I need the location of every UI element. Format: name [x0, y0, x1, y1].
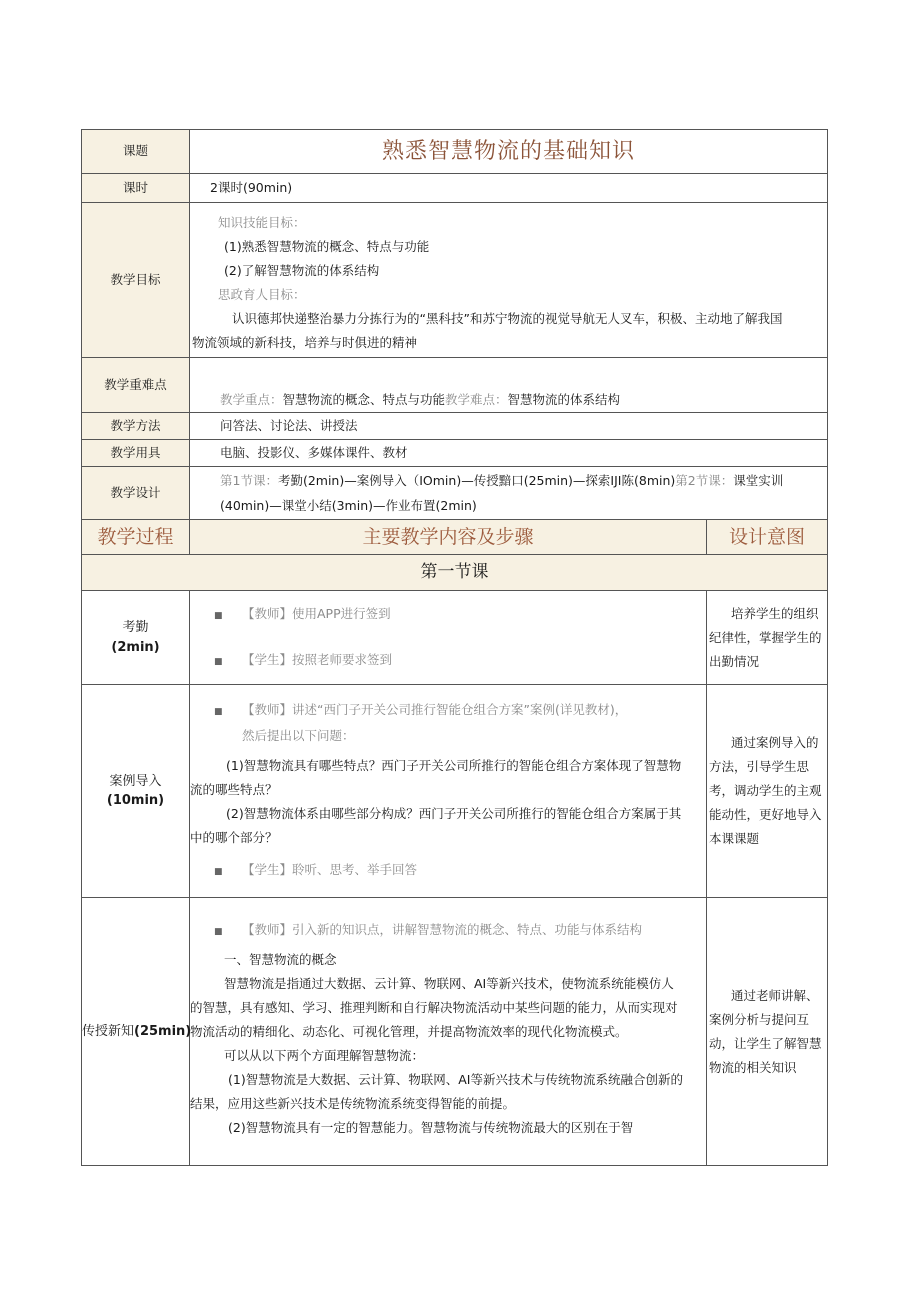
bullet-square-icon: ■ [214, 927, 223, 937]
section-title: 第一节课 [82, 555, 828, 591]
keypoints-label: 教学重难点 [82, 358, 190, 413]
concept-para-1b: 的智慧，具有感知、学习、推理判断和自行解决物流活动中某些问题的能力，从而实现对 [190, 1000, 678, 1015]
topic-row [82, 130, 828, 174]
content-new-knowledge [190, 898, 707, 1166]
stage-time: (25min) [134, 1023, 192, 1039]
list-item [190, 649, 706, 673]
concept-para-3a: (1)智慧物流是大数据、云计算、物联网、AI等新兴技术与传统物流系统融合创新的 [228, 1072, 683, 1087]
method-row [82, 413, 828, 440]
ideology-goal-text-2: 物流领域的新科技，培养与时俱进的精神 [192, 335, 418, 350]
list-item [190, 918, 706, 944]
stage-name: 案例导入 [109, 773, 162, 789]
stage-new-knowledge [82, 898, 190, 1166]
tools-value: 电脑、投影仪、多媒体课件、教材 [190, 440, 828, 467]
bullet-square-icon: ■ [214, 707, 223, 717]
teacher-step-cont: 然后提出以下问题： [242, 728, 355, 743]
hours-value: 2课时(90min) [190, 174, 828, 203]
tools-label: 教学用具 [82, 440, 190, 467]
question-1-a: (1)智慧物流具有哪些特点？西门子开关公司所推行的智能仓组合方案体现了智慧物 [226, 758, 682, 773]
process-col-intent: 设计意图 [707, 520, 828, 555]
knowledge-goal-1: (1)熟悉智慧物流的概念、特点与功能 [224, 239, 430, 254]
key-point-heading: 教学重点： [220, 392, 283, 408]
method-value: 问答法、讨论法、讲授法 [190, 413, 828, 440]
process-row-new-knowledge [82, 898, 828, 1166]
list-item [190, 698, 706, 724]
section-row [82, 555, 828, 591]
goals-content [190, 203, 828, 358]
difficulty-text: 智慧物流的体系结构 [507, 392, 621, 408]
question-2-a: (2)智慧物流体系由哪些部分构成？西门子开关公司所推行的智能仓组合方案属于其 [226, 806, 682, 821]
bullet-square-icon: ■ [214, 867, 223, 877]
goals-row [82, 203, 828, 358]
intent-new-knowledge: 通过老师讲解、案例分析与提问互动，让学生了解智慧物流的相关知识 [707, 898, 828, 1166]
session2-text-b: (40min)—课堂小结(3min)—作业布置(2min) [220, 498, 477, 513]
topic-title: 熟悉智慧物流的基础知识 [190, 130, 828, 174]
lesson-plan-document [81, 129, 827, 1166]
keypoints-content [190, 358, 828, 413]
tools-row [82, 440, 828, 467]
concept-para-1c: 物流活动的精细化、动态化、可视化管理，并提高物流效率的现代化物流模式。 [190, 1024, 628, 1039]
process-col-content: 主要教学内容及步骤 [190, 520, 707, 555]
content-attendance [190, 591, 707, 685]
process-header-row [82, 520, 828, 555]
stage-name: 考勤 [122, 620, 149, 635]
intent-case-intro: 通过案例导入的方法，引导学生思考，调动学生的主观能动性，更好地导入本课课题 [707, 685, 828, 898]
student-step: 【学生】聆听、思考、举手回答 [242, 862, 418, 877]
topic-label: 课题 [82, 130, 190, 174]
goals-label: 教学目标 [82, 203, 190, 358]
intent-attendance: 培养学生的组织纪律性，掌握学生的出勤情况 [707, 591, 828, 685]
ideology-goal-text-1: 认识德邦快递整治暴力分拣行为的“黑科技”和苏宁物流的视觉导航无人叉车，积极、主动地了解我国 [232, 311, 783, 326]
method-label: 教学方法 [82, 413, 190, 440]
bullet-square-icon: ■ [214, 610, 223, 621]
bullet-square-icon: ■ [214, 656, 223, 667]
hours-label: 课时 [82, 174, 190, 203]
stage-name: 传授新知 [82, 1023, 135, 1039]
knowledge-goal-heading: 知识技能目标： [218, 215, 306, 230]
teacher-step: 【教师】讲述“西门子开关公司推行智能仓组合方案”案例(详见教材)， [242, 702, 628, 717]
stage-attendance [82, 591, 190, 685]
list-item [190, 858, 706, 884]
teacher-step: 【教师】使用APP进行签到 [242, 605, 391, 621]
ideology-goal-heading: 思政育人目标： [218, 287, 306, 302]
concept-para-1a: 智慧物流是指通过大数据、云计算、物联网、AI等新兴技术，使物流系统能模仿人 [224, 976, 674, 991]
list-item [190, 603, 706, 627]
question-1-b: 流的哪些特点？ [190, 782, 278, 797]
session1-text: 考勤(2min)—案例导入（IOmin)—传授黯口(25min)—探索IJI陈(8min) [277, 473, 676, 488]
stage-time: (10min) [106, 793, 165, 808]
concept-para-2: 可以从以下两个方面理解智慧物流： [224, 1048, 425, 1063]
session1-heading: 第1节课： [220, 473, 278, 488]
stage-time: (2min) [111, 639, 160, 655]
key-point-text: 智慧物流的概念、特点与功能 [282, 392, 446, 408]
concept-heading: 一、智慧物流的概念 [224, 952, 337, 967]
process-row-attendance [82, 591, 828, 685]
session2-text-a: 课堂实训 [733, 473, 784, 488]
concept-para-4: (2)智慧物流具有一定的智慧能力。智慧物流与传统物流最大的区别在于智 [228, 1120, 634, 1135]
hours-row [82, 174, 828, 203]
difficulty-heading: 教学难点： [445, 392, 508, 408]
lesson-plan-table [81, 129, 828, 1166]
design-label: 教学设计 [82, 467, 190, 520]
concept-para-3b: 结果，应用这些新兴技术是传统物流系统变得智能的前提。 [190, 1096, 516, 1111]
session2-heading: 第2节课： [675, 473, 734, 488]
student-step: 【学生】按照老师要求签到 [242, 651, 393, 667]
question-2-b: 中的哪个部分？ [190, 830, 278, 845]
process-row-case-intro [82, 685, 828, 898]
content-case-intro [190, 685, 707, 898]
design-content [190, 467, 828, 520]
keypoints-row [82, 358, 828, 413]
design-row [82, 467, 828, 520]
teacher-step: 【教师】引入新的知识点，讲解智慧物流的概念、特点、功能与体系结构 [242, 922, 643, 937]
stage-case-intro [82, 685, 190, 898]
process-col-stage: 教学过程 [82, 520, 190, 555]
knowledge-goal-2: (2)了解智慧物流的体系结构 [224, 263, 380, 278]
